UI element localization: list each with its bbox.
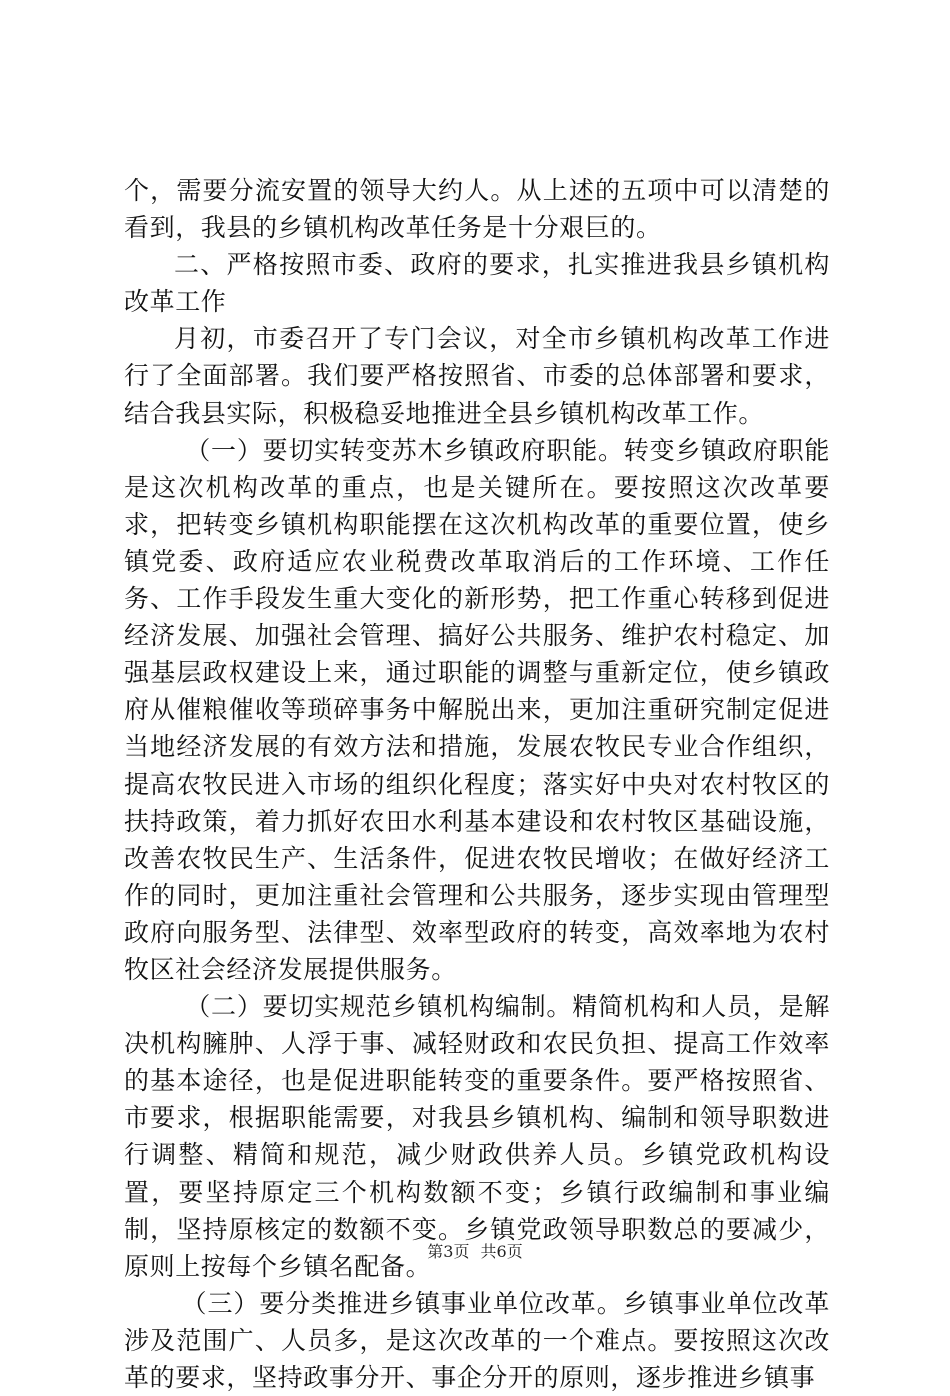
paragraph-continuation: 个，需要分流安置的领导大约人。从上述的五项中可以清楚的看到，我县的乡镇机构改革任务是十分艰巨的。 (124, 176, 830, 243)
paragraph-item-1: （一）要切实转变苏木乡镇政府职能。转变乡镇政府职能是这次机构改革的重点，也是关键所在。要按照这次改革要求，把转变乡镇机构职能摆在这次机构改革的重要位置，使乡镇党委、政府适应农业税费改革取消后的工作环境、工作任务、工作手段发生重大变化的新形势，把工作重心转移到促进经济发展、加强社会管理、搞好公共服务、维护农村稳定、加强基层政权建设上来，通过职能的调整与重新定位，使乡镇政府从催粮催收等琐碎事务中解脱出来，更加注重研究制定促进当地经济发展的有效方法和措施，发展农牧民专业合作组织，提高农牧民进入市场的组织化程度；落实好中央对农村牧区的扶持政策，着力抓好农田水利基本建设和农村牧区基础设施，改善农牧民生产、生活条件，促进农牧民增收；在做好经济工作的同时，更加注重社会管理和公共服务，逐步实现由管理型政府向服务型、法律型、效率型政府的转变，高效率地为农村牧区社会经济发展提供服务。 (124, 435, 830, 984)
page-total: 共6页 (480, 1242, 523, 1261)
section-heading: 二、严格按照市委、政府的要求，扎实推进我县乡镇机构改革工作 (124, 250, 830, 317)
page-footer (0, 1242, 950, 1262)
document-body (124, 172, 830, 1396)
paragraph-item-2: （二）要切实规范乡镇机构编制。精简机构和人员，是解决机构臃肿、人浮于事、减轻财政和农民负担、提高工作效率的基本途径，也是促进职能转变的重要条件。要严格按照省、市要求，根据职能需要，对我县乡镇机构、编制和领导职数进行调整、精简和规范，减少财政供养人员。乡镇党政机构设置，要坚持原定三个机构数额不变；乡镇行政编制和事业编制，坚持原核定的数额不变。乡镇党政领导职数总的要减少，原则上按每个乡镇名配备。 (124, 992, 830, 1281)
page-number: 第3页 (427, 1242, 470, 1261)
paragraph-item-3: （三）要分类推进乡镇事业单位改革。乡镇事业单位改革涉及范围广、人员多，是这次改革的一个难点。要按照这次改革的要求，坚持政事分开、事企分开的原则，逐步推进乡镇事 (124, 1288, 830, 1392)
paragraph-meeting: 月初，市委召开了专门会议，对全市乡镇机构改革工作进行了全面部署。我们要严格按照省、市委的总体部署和要求，结合我县实际，积极稳妥地推进全县乡镇机构改革工作。 (124, 324, 830, 428)
